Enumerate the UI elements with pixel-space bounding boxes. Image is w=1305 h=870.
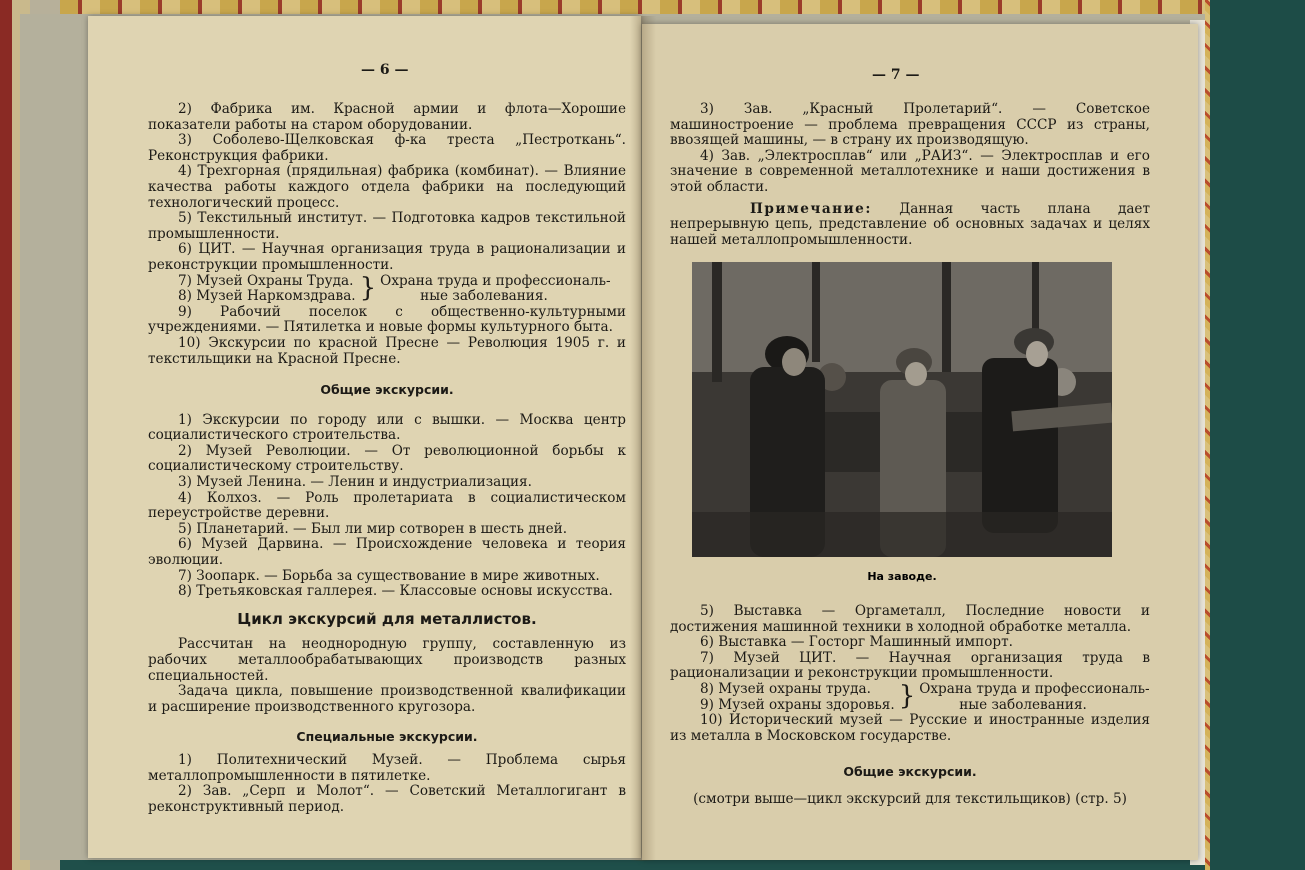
list-item: 5) Текстильный институт. — Подготовка кадров текстильной промышленности. [148, 210, 626, 242]
bracket-text: Охрана труда и профессиональ- [380, 272, 611, 289]
bracket-text: ные заболевания. [959, 696, 1087, 713]
list-item: 6) Выставка — Госторг Машинный импорт. [700, 634, 1013, 651]
bracket-text: ные заболевания. [420, 288, 548, 305]
section-heading: Специальные экскурсии. [296, 729, 478, 745]
list-item: 4) Зав. „Электросплав“ или „РАИЗ“. — Электросплав и его значение в современной металлотехнике и наши достижения в этой области. [670, 147, 1150, 195]
note [670, 202, 1150, 249]
curly-brace: } [359, 272, 377, 303]
section-heading: Общие экскурсии. [843, 764, 977, 780]
page-number-left: — 6 — [361, 62, 409, 78]
left-page [88, 16, 641, 858]
list-item: 8) Музей охраны труда. [700, 680, 871, 697]
list-item: 2) Фабрика им. Красной армии и флота—Хорошие показатели работы на старом оборудовании. [148, 101, 626, 133]
section-heading: Общие экскурсии. [320, 382, 454, 398]
list-item: 6) ЦИТ. — Научная организация труда в рационализации и реконструкции промышленности. [148, 241, 626, 273]
right-page-text-top [670, 102, 1150, 248]
list-item: 7) Зоопарк. — Борьба за существование в мире животных. [178, 567, 600, 584]
factory-workers-illustration [692, 262, 1112, 557]
curly-brace: } [898, 680, 916, 711]
right-page-text-bottom [670, 604, 1150, 808]
list-item: 2) Музей Революции. — От революционной борьбы к социалистическому строительству. [148, 442, 626, 475]
factory-photo [692, 262, 1112, 557]
photo-caption: На заводе. [867, 570, 937, 583]
list-item: 1) Политехнический Музей. — Проблема сырья металлопромышленности в пятилетке. [148, 751, 626, 784]
list-item: 3) Зав. „Красный Пролетарий“. — Советское машиностроение — проблема превращения СССР из страны, ввозящей машины, — в страну их производящую. [670, 101, 1150, 149]
list-item: 8) Третьяковская галлерея. — Классовые основы искусства. [178, 583, 613, 600]
list-item: 5) Планетарий. — Был ли мир сотворен в шесть дней. [178, 520, 568, 537]
list-item: 1) Экскурсии по городу или с вышки. — Москва центр социалистического строительства. [148, 411, 626, 444]
list-item: 7) Музей ЦИТ. — Научная организация труда в рационализации и реконструкции промышленности. [670, 649, 1150, 682]
bracket-text: Охрана труда и профессиональ- [919, 680, 1150, 697]
list-item: 4) Колхоз. — Роль пролетариата в социалистическом переустройстве деревни. [148, 489, 626, 522]
list-item: 3) Соболево-Щелковская ф-ка треста „Пестроткань“. Реконструкция фабрики. [148, 132, 626, 164]
list-item: 8) Музей Наркомздрава. [178, 288, 356, 305]
book-spine [630, 16, 656, 861]
note-text: Данная часть плана дает непрерывную цепь, представление об основных задачах и целях нашей металлопромышленности. [670, 200, 1150, 248]
list-item: 2) Зав. „Серп и Молот“. — Советский Металлогигант в реконструктивный период. [148, 783, 626, 815]
list-item: 6) Музей Дарвина. — Происхождение человека и теория эволюции. [148, 536, 626, 569]
list-item: 3) Музей Ленина. — Ленин и индустриализация. [178, 474, 532, 491]
paragraph: Задача цикла, повышение производственной квалификации и расширение производственного кругозора. [148, 683, 626, 715]
list-item: 4) Трехгорная (прядильная) фабрика (комбинат). — Влияние качества работы каждого отдела фабрики на последующий технологический процесс. [148, 163, 626, 211]
list-item: 7) Музей Охраны Труда. [178, 272, 354, 289]
page-number-right: — 7 — [872, 67, 920, 83]
list-item: 9) Музей охраны здоровья. [700, 696, 895, 713]
list-item: 9) Рабочий поселок с общественно-культурными учреждениями. — Пятилетка и новые формы культурного быта. [148, 303, 626, 336]
bracket-group [670, 682, 1150, 713]
bracket-group [148, 274, 626, 305]
list-item: 5) Выставка — Оргаметалл, Последние новости и достижения машинной техники в холодной обработке металла. [670, 603, 1150, 635]
list-item: 10) Исторический музей — Русские и иностранные изделия из металла в Московском государстве. [670, 712, 1150, 744]
background-right-strip [1210, 0, 1305, 870]
paragraph: Рассчитан на неоднородную группу, составленную из рабочих металлообрабатывающих производств разных специальностей. [148, 636, 626, 684]
left-page-text [148, 102, 626, 815]
note-label: Примечание: [750, 200, 872, 217]
footer-reference: (смотри выше—цикл экскурсий для текстильщиков) (стр. 5) [693, 790, 1127, 807]
list-item: 10) Экскурсии по красной Пресне — Революция 1905 г. и текстильщики на Красной Пресне. [148, 334, 626, 367]
section-heading: Цикл экскурсий для металлистов. [237, 609, 537, 628]
